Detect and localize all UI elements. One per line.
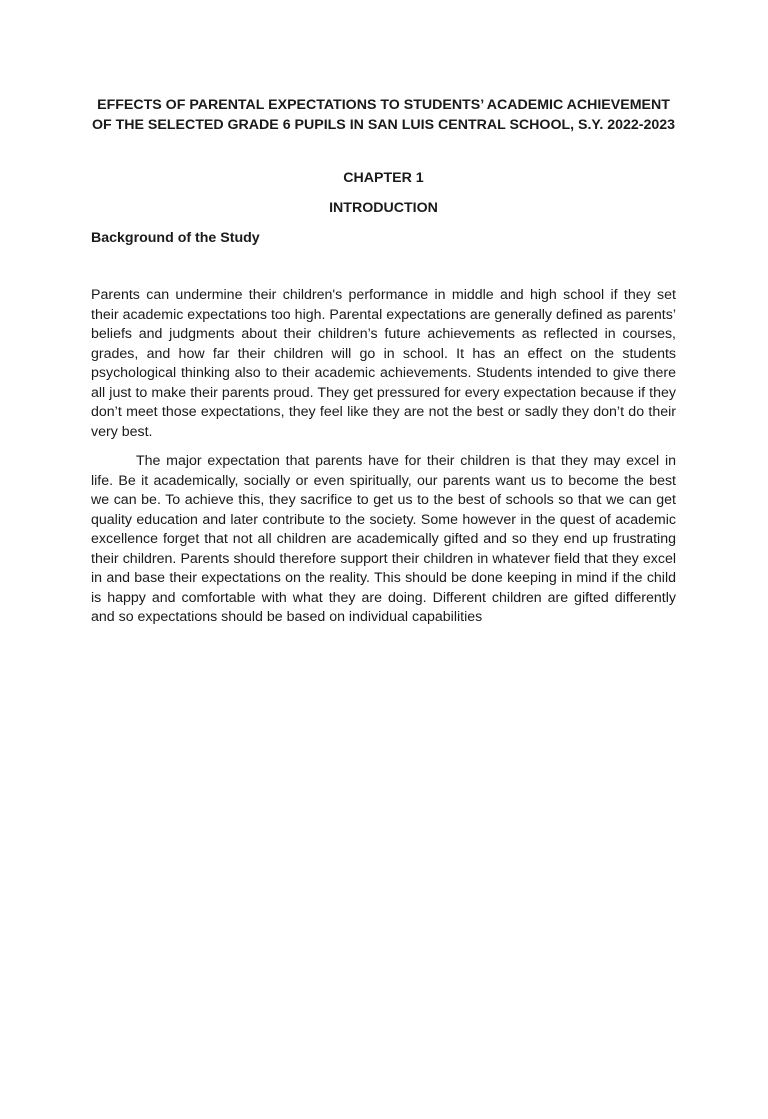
body-paragraph-2: The major expectation that parents have for their children is that they may excel in life. Be it academically, socially or even spiritually, our parents want us to become the best we can be. To achieve this, they sacrifice to get us to the best of schools so that we can get quality education and later contribute to the society. Some however in the quest of academic excellence forget that not all children are academically gifted and so they end up frustrating their children. Parents should therefore support their children in whatever field that they excel in and base their expectations on the reality. This should be done keeping in mind if the child is happy and comfortable with what they are doing. Different children are gifted differently and so expectations should be based on individual capabilities	[91, 453, 676, 625]
document-page	[0, 95, 768, 1119]
body-paragraph-1: Parents can undermine their children's performance in middle and high school if they set their academic expectations too high. Parental expectations are generally defined as parents’ beliefs and judgments about their children’s future achievements as reflected in courses, grades, and how far their children will go in school. It has an effect on the students psychological thinking also to their academic achievements. Students intended to give there all just to make their parents proud. They get pressured for every expectation because if they don’t meet those expectations, they feel like they are not the best or sadly they don’t do their very best.	[91, 287, 676, 440]
document-title: EFFECTS OF PARENTAL EXPECTATIONS TO STUDENTS’ ACADEMIC ACHIEVEMENT OF THE SELECTED GRADE 6 PUPILS IN SAN LUIS CENTRAL SCHOOL, S.Y. 2022-2023	[91, 97, 676, 133]
chapter-title: INTRODUCTION	[329, 200, 438, 216]
chapter-number: CHAPTER 1	[343, 170, 424, 186]
section-heading: Background of the Study	[91, 230, 260, 246]
